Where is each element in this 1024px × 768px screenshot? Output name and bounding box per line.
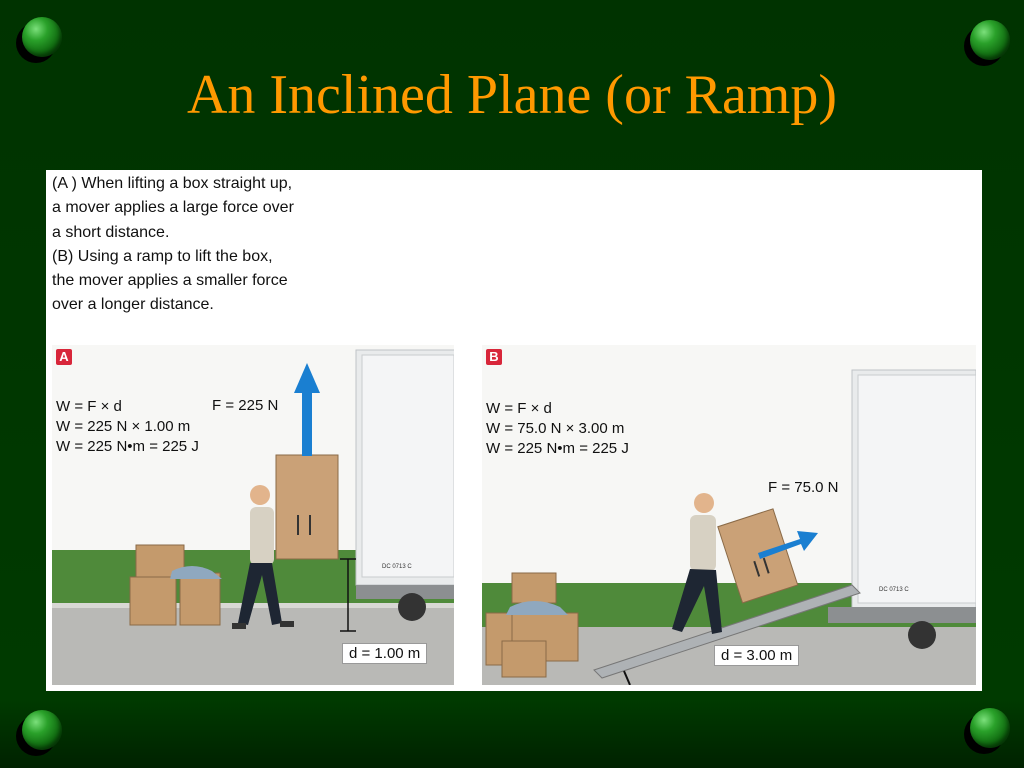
panel-a-scene: [52, 345, 454, 685]
panel-b-scene: [482, 345, 976, 685]
panel-b-force-label: F = 75.0 N: [768, 479, 839, 496]
panel-b-ramp: [482, 345, 976, 685]
bullet-decoration-top-left: [22, 17, 66, 61]
panel-a-label: A: [56, 349, 72, 365]
bullet-decoration-top-right: [970, 20, 1014, 64]
bullet-decoration-bottom-right: [970, 708, 1014, 752]
caption-line: (A ) When lifting a box straight up,: [52, 175, 293, 192]
truck-code-text: DC 0713 C: [382, 564, 412, 570]
inclined-plane-figure: [46, 170, 982, 691]
truck-code-text: DC 0713 C: [879, 587, 909, 593]
caption-line: over a longer distance.: [52, 296, 214, 314]
bullet-decoration-bottom-left: [22, 710, 66, 754]
caption-line: (B) Using a ramp to lift the box,: [52, 247, 273, 265]
panel-b-distance-label: d = 3.00 m: [714, 645, 799, 666]
panel-a-distance-label: d = 1.00 m: [342, 643, 427, 664]
panel-a-equation-2: W = 225 N × 1.00 m: [56, 418, 191, 435]
caption-line: a short distance.: [52, 223, 170, 241]
panel-a-equation-3: W = 225 N•m = 225 J: [56, 438, 199, 455]
caption-line: the mover applies a smaller force: [52, 272, 288, 290]
panel-b-label: B: [486, 349, 502, 365]
panel-a-lifting: [52, 345, 454, 685]
panel-a-equation-1: W = F × d: [56, 398, 122, 415]
slide-title: An Inclined Plane (or Ramp): [186, 64, 838, 126]
caption-line: a mover applies a large force over: [52, 199, 294, 217]
panel-a-force-label: F = 225 N: [212, 397, 279, 414]
figure-caption: [52, 172, 372, 318]
panel-b-equation-1: W = F × d: [486, 400, 552, 417]
panel-b-equation-2: W = 75.0 N × 3.00 m: [486, 420, 625, 437]
panel-b-equation-3: W = 225 N•m = 225 J: [486, 440, 629, 457]
